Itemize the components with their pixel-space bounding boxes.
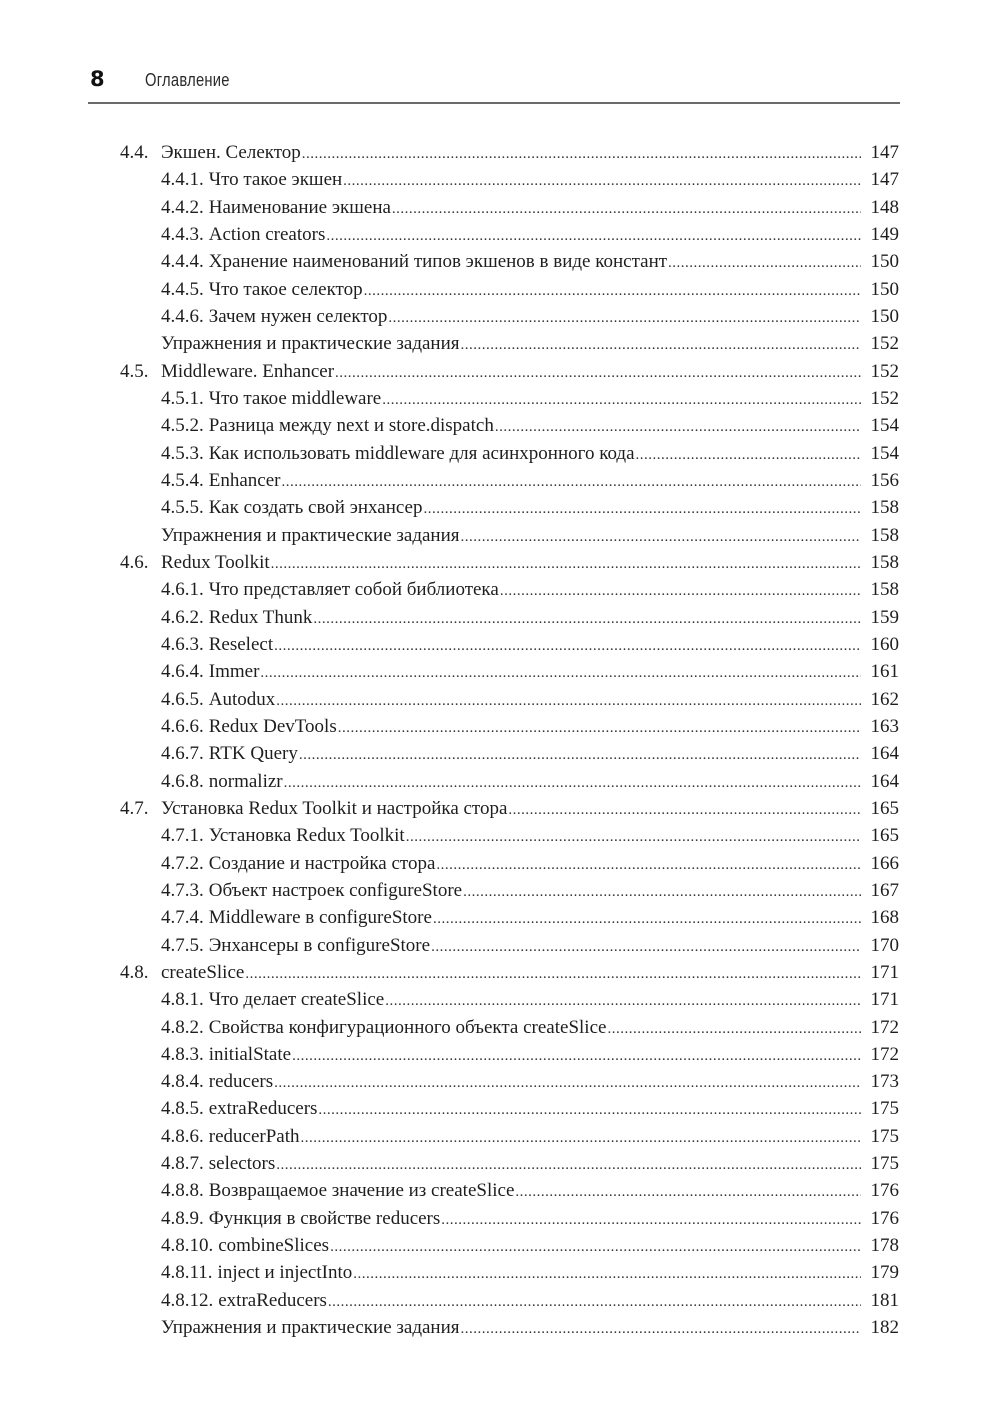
table-of-contents	[0, 139, 997, 1341]
toc-entry-number: 4.6.1.	[161, 579, 204, 601]
toc-entry-number: 4.8.	[120, 961, 149, 983]
toc-entry-title: extraReducers	[208, 1098, 318, 1120]
toc-entry-page: 178	[870, 1235, 899, 1257]
toc-subsection-entry	[0, 740, 997, 767]
dot-leader	[388, 303, 861, 330]
toc-entry-number: 4.8.7.	[161, 1153, 204, 1175]
toc-entry-number: 4.7.4.	[161, 907, 204, 929]
toc-entry-page: 152	[870, 387, 899, 409]
dot-leader	[335, 358, 861, 385]
toc-entry-page: 165	[870, 797, 899, 819]
dot-leader	[495, 412, 861, 439]
toc-entry-number: 4.6.2.	[161, 606, 204, 628]
toc-entry-page: 165	[870, 825, 899, 847]
toc-entry-title: inject и injectInto	[217, 1262, 353, 1284]
toc-entry-title: Экшен. Селектор	[161, 142, 301, 163]
toc-entry-title: Что такое middleware	[208, 387, 382, 409]
toc-entry-page: 147	[870, 142, 899, 163]
toc-entry-title: Как использовать middleware для асинхронного кода	[208, 442, 635, 464]
toc-subsection-entry	[0, 166, 997, 193]
dot-leader	[318, 1095, 861, 1122]
dot-leader	[313, 604, 861, 631]
toc-entry-page: 175	[870, 1125, 899, 1147]
toc-entry-number: 4.6.	[120, 551, 149, 573]
toc-entry-page: 161	[870, 661, 899, 683]
toc-subsection-entry	[0, 1068, 997, 1095]
toc-entry-number: 4.7.	[120, 797, 149, 819]
toc-entry-page: 168	[870, 907, 899, 929]
toc-entry-number: 4.6.7.	[161, 743, 204, 765]
toc-entry-page: 148	[870, 196, 899, 218]
toc-subsection-entry	[0, 1123, 997, 1150]
toc-section-entry	[0, 549, 997, 576]
toc-entry-title: Reselect	[208, 633, 274, 655]
toc-entry-title: Что представляет собой библиотека	[208, 579, 499, 601]
toc-entry-number: 4.5.	[120, 360, 149, 382]
toc-subsection-entry	[0, 221, 997, 248]
toc-subsection-entry	[0, 1014, 997, 1041]
toc-entry-title: Функция в свойстве reducers	[208, 1207, 441, 1229]
toc-subsection-entry	[0, 303, 997, 330]
toc-subsection-entry	[0, 877, 997, 904]
dot-leader	[299, 740, 861, 767]
toc-entry-page: 149	[870, 223, 899, 245]
toc-subsection-entry	[0, 1150, 997, 1177]
dot-leader	[392, 194, 861, 221]
toc-entry-page: 167	[870, 879, 899, 901]
toc-subsection-entry	[0, 576, 997, 603]
toc-entry-number: 4.4.4.	[161, 251, 204, 273]
dot-leader	[433, 904, 861, 931]
toc-entry-page: 159	[870, 606, 899, 628]
toc-entry-number: 4.7.2.	[161, 852, 204, 874]
toc-subsection-entry	[0, 1095, 997, 1122]
toc-entry-title: Установка Redux Toolkit	[208, 825, 405, 847]
toc-entry-title: initialState	[208, 1043, 292, 1065]
toc-entry-page: 172	[870, 1043, 899, 1065]
toc-entry-page: 156	[870, 469, 899, 491]
toc-entry-title: reducerPath	[208, 1125, 300, 1147]
toc-subsection-entry	[0, 1177, 997, 1204]
toc-entry-page: 147	[870, 169, 899, 191]
running-title: Оглавление	[145, 70, 230, 90]
toc-entry-page: 175	[870, 1098, 899, 1120]
toc-subsection-entry	[0, 412, 997, 439]
toc-entry-number: 4.7.5.	[161, 934, 204, 956]
dot-leader	[271, 549, 861, 576]
dot-leader	[245, 959, 861, 986]
toc-entry-number: 4.4.1.	[161, 169, 204, 191]
toc-entry-page: 152	[870, 333, 899, 355]
toc-entry-number: 4.8.11.	[161, 1262, 213, 1284]
dot-leader	[281, 467, 861, 494]
toc-entry-number: 4.8.5.	[161, 1098, 204, 1120]
dot-leader	[364, 276, 861, 303]
dot-leader	[276, 1150, 861, 1177]
toc-subsection-entry	[0, 986, 997, 1013]
toc-entry-title: extraReducers	[218, 1289, 327, 1311]
toc-entry-page: 173	[870, 1071, 899, 1093]
toc-entry-page: 172	[870, 1016, 899, 1038]
toc-entry-page: 179	[870, 1262, 899, 1284]
toc-entry-number: 4.6.5.	[161, 688, 204, 710]
toc-entry-number: 4.4.5.	[161, 278, 204, 300]
dot-leader	[284, 768, 861, 795]
toc-entry-title: selectors	[208, 1153, 276, 1175]
toc-entry-number: 4.5.4.	[161, 469, 204, 491]
toc-entry-number: 4.6.4.	[161, 661, 204, 683]
toc-entry-title: Middleware в configureStore	[208, 907, 432, 929]
toc-entry-page: 150	[870, 251, 899, 273]
toc-entry-page: 158	[870, 497, 899, 519]
dot-leader	[436, 850, 861, 877]
toc-entry-title: normalizr	[208, 770, 283, 792]
dot-leader	[431, 932, 861, 959]
dot-leader	[302, 139, 861, 166]
toc-entry-title: Создание и настройка стора	[208, 852, 436, 874]
toc-subsection-entry	[0, 276, 997, 303]
toc-entry-title: Установка Redux Toolkit и настройка стора	[161, 797, 508, 819]
toc-subsection-entry	[0, 467, 997, 494]
toc-entry-page: 152	[870, 360, 899, 382]
toc-subsection-entry	[0, 1232, 997, 1259]
toc-entry-page: 158	[870, 579, 899, 601]
page-header	[88, 64, 900, 104]
toc-subsection-entry	[0, 850, 997, 877]
dot-leader	[328, 1287, 861, 1314]
toc-entry-title: Redux Toolkit	[161, 551, 270, 573]
toc-entry-number: 4.8.3.	[161, 1043, 204, 1065]
toc-entry-page: 176	[870, 1180, 899, 1202]
dot-leader	[343, 166, 861, 193]
toc-entry-number: 4.8.2.	[161, 1016, 204, 1038]
dot-leader	[668, 248, 861, 275]
toc-subsection-entry	[0, 494, 997, 521]
dot-leader	[353, 1259, 861, 1286]
toc-subsection-entry	[0, 385, 997, 412]
toc-entry-title: reducers	[208, 1071, 274, 1093]
dot-leader	[607, 1014, 861, 1041]
toc-entry-title: Возвращаемое значение из createSlice	[208, 1180, 515, 1202]
toc-entry-title: Autodux	[208, 688, 276, 710]
toc-entry-title: Redux DevTools	[208, 715, 337, 737]
toc-entry-title: createSlice	[161, 961, 245, 983]
dot-leader	[406, 822, 861, 849]
toc-subsection-entry	[0, 686, 997, 713]
dot-leader	[385, 986, 861, 1013]
dot-leader	[276, 686, 861, 713]
toc-entry-page: 175	[870, 1153, 899, 1175]
toc-section-entry	[0, 795, 997, 822]
toc-entry-number: 4.5.5.	[161, 497, 204, 519]
dot-leader	[274, 1068, 861, 1095]
dot-leader	[461, 522, 862, 549]
toc-entry-number: 4.4.2.	[161, 196, 204, 218]
dot-leader	[500, 576, 861, 603]
toc-entry-number: 4.8.9.	[161, 1207, 204, 1229]
toc-entry-title: Middleware. Enhancer	[161, 360, 335, 382]
toc-entry-number: 4.5.3.	[161, 442, 204, 464]
toc-entry-title: combineSlices	[218, 1235, 330, 1257]
dot-leader	[441, 1205, 861, 1232]
toc-entry-title: Что делает createSlice	[208, 989, 385, 1011]
toc-subsection-entry	[0, 658, 997, 685]
toc-entry-number: 4.5.2.	[161, 415, 204, 437]
toc-entry-title: Immer	[208, 661, 260, 683]
toc-entry-title: Объект настроек configureStore	[208, 879, 463, 901]
toc-entry-title: Наименование экшена	[208, 196, 391, 218]
dot-leader	[260, 658, 861, 685]
dot-leader	[423, 494, 861, 521]
page-number: 8	[90, 67, 105, 91]
toc-entry-number: 4.6.6.	[161, 715, 204, 737]
toc-subsection-entry	[0, 713, 997, 740]
toc-subsection-entry	[0, 248, 997, 275]
toc-entry-number: 4.7.1.	[161, 825, 204, 847]
toc-subsection-entry	[0, 1205, 997, 1232]
toc-subsection-entry	[0, 604, 997, 631]
toc-entry-page: 150	[870, 278, 899, 300]
toc-entry-page: 181	[870, 1289, 899, 1311]
toc-entry-number: 4.8.6.	[161, 1125, 204, 1147]
toc-entry-title: Redux Thunk	[208, 606, 313, 628]
toc-entry-page: 154	[870, 415, 899, 437]
toc-entry-number: 4.4.3.	[161, 223, 204, 245]
toc-entry-title: RTK Query	[208, 743, 298, 765]
toc-entry-title: Enhancer	[208, 469, 281, 491]
toc-subsection-entry	[0, 1287, 997, 1314]
toc-subsection-entry	[0, 522, 997, 549]
toc-entry-page: 163	[870, 715, 899, 737]
toc-entry-page: 171	[870, 989, 899, 1011]
toc-entry-page: 162	[870, 688, 899, 710]
toc-subsection-entry	[0, 194, 997, 221]
toc-entry-page: 170	[870, 934, 899, 956]
toc-section-entry	[0, 959, 997, 986]
toc-subsection-entry	[0, 768, 997, 795]
dot-leader	[461, 1314, 862, 1341]
dot-leader	[338, 713, 861, 740]
toc-entry-page: 154	[870, 442, 899, 464]
toc-subsection-entry	[0, 440, 997, 467]
toc-entry-number: 4.6.3.	[161, 633, 204, 655]
dot-leader	[515, 1177, 861, 1204]
toc-subsection-entry	[0, 822, 997, 849]
toc-entry-title: Упражнения и практические задания	[161, 333, 460, 355]
toc-entry-page: 166	[870, 852, 899, 874]
dot-leader	[330, 1232, 861, 1259]
toc-entry-page: 158	[870, 524, 899, 546]
toc-subsection-entry	[0, 330, 997, 357]
dot-leader	[463, 877, 861, 904]
toc-entry-number: 4.8.8.	[161, 1180, 204, 1202]
toc-entry-title: Свойства конфигурационного объекта createSlice	[208, 1016, 607, 1038]
dot-leader	[382, 385, 861, 412]
toc-entry-title: Разница между next и store.dispatch	[208, 415, 494, 437]
dot-leader	[326, 221, 861, 248]
toc-subsection-entry	[0, 932, 997, 959]
toc-subsection-entry	[0, 1041, 997, 1068]
toc-entry-page: 171	[870, 961, 899, 983]
toc-entry-page: 182	[870, 1317, 899, 1339]
toc-entry-number: 4.5.1.	[161, 387, 204, 409]
dot-leader	[461, 330, 862, 357]
toc-section-entry	[0, 358, 997, 385]
toc-entry-number: 4.8.4.	[161, 1071, 204, 1093]
toc-entry-page: 158	[870, 551, 899, 573]
toc-entry-title: Хранение наименований типов экшенов в виде констант	[208, 251, 668, 273]
toc-entry-number: 4.8.12.	[161, 1289, 214, 1311]
toc-entry-number: 4.8.1.	[161, 989, 204, 1011]
dot-leader	[292, 1041, 861, 1068]
toc-subsection-entry	[0, 631, 997, 658]
toc-entry-page: 150	[870, 305, 899, 327]
toc-entry-title: Action creators	[208, 223, 326, 245]
toc-entry-page: 160	[870, 633, 899, 655]
dot-leader	[508, 795, 861, 822]
toc-subsection-entry	[0, 1314, 997, 1341]
dot-leader	[636, 440, 861, 467]
toc-entry-title: Что такое экшен	[208, 169, 343, 191]
toc-entry-number: 4.8.10.	[161, 1235, 214, 1257]
toc-entry-number: 4.6.8.	[161, 770, 204, 792]
dot-leader	[300, 1123, 861, 1150]
toc-entry-title: Что такое селектор	[208, 278, 363, 300]
toc-entry-number: 4.4.6.	[161, 305, 204, 327]
toc-subsection-entry	[0, 904, 997, 931]
toc-entry-title: Энхансеры в configureStore	[208, 934, 431, 956]
toc-entry-title: Упражнения и практические задания	[161, 1317, 460, 1339]
toc-section-entry	[0, 139, 997, 166]
dot-leader	[274, 631, 861, 658]
toc-entry-title: Как создать свой энхансер	[208, 497, 423, 519]
toc-entry-title: Упражнения и практические задания	[161, 524, 460, 546]
toc-subsection-entry	[0, 1259, 997, 1286]
toc-entry-number: 4.4.	[120, 142, 149, 163]
toc-entry-number: 4.7.3.	[161, 879, 204, 901]
toc-entry-page: 176	[870, 1207, 899, 1229]
toc-entry-page: 164	[870, 743, 899, 765]
toc-entry-page: 164	[870, 770, 899, 792]
toc-entry-title: Зачем нужен селектор	[208, 305, 388, 327]
